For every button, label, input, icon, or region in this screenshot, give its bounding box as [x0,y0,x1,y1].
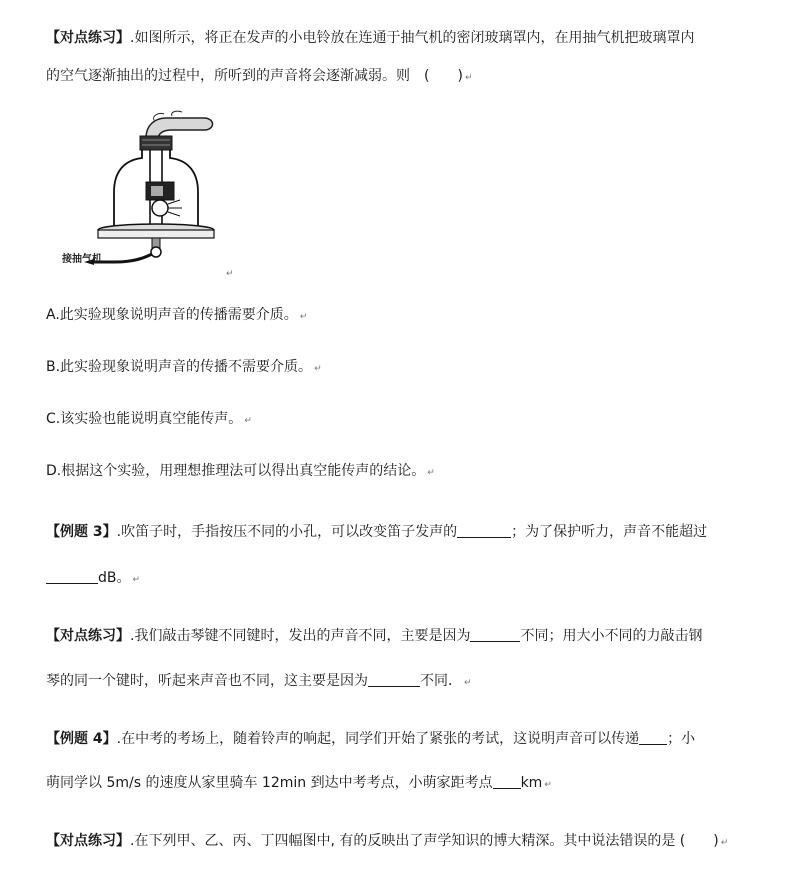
option-b [46,357,322,379]
q1-text-1: .如图所示，将正在发声的小电铃放在连通于抽气机的密闭玻璃罩内，在用抽气机把玻璃罩内 [130,30,695,46]
option-b-text: B.此实验现象说明声音的传播不需要介质。 [46,359,313,375]
paragraph-mark: ↵ [226,269,234,279]
option-c [46,409,252,431]
ex4-line-2 [46,773,552,795]
paragraph-mark: ↵ [544,780,552,790]
ex4-text-1a: .在中考的考场上，随着铃声的响起，同学们开始了紧张的考试，这说明声音可以传递 [116,731,640,747]
q3-text-1: .在下列甲、乙、丙、丁四幅图中, 有的反映出了声学知识的博大精深。其中说法错误的是 ( ) [130,833,719,849]
ex4-text-2a: 萌同学以 5m/s 的速度从家里骑车 12min 到达中考考点，小萌家距考点 [46,775,493,791]
option-d [46,461,435,483]
q1-line-1 [46,28,694,48]
paragraph-mark: ↵ [314,364,322,374]
option-c-text: C.该实验也能说明真空能传声。 [46,411,243,427]
q2-line-2 [46,671,472,693]
option-d-text: D.根据这个实验，用理想推理法可以得出真空能传声的结论。 [46,463,426,479]
ex3-tag: 【例题 3】 [46,524,117,540]
ex4-tag: 【例题 4】 [46,731,117,747]
ex3-text-1b: ；为了保护听力，声音不能超过 [511,524,708,540]
q1-text-2: 的空气逐渐抽出的过程中，所听到的声音将会逐渐减弱。则 ( ) [46,68,463,84]
answer-blank[interactable] [457,523,511,538]
ex4-text-2b: km [520,775,543,791]
answer-blank[interactable] [46,569,98,584]
answer-blank[interactable] [639,730,667,745]
q3-tag: 【对点练习】 [46,833,130,849]
ex3-text-2: dB。 [98,570,131,586]
q1-tag: 【对点练习】 [46,30,130,46]
q3-line-1 [46,831,728,853]
paragraph-mark: ↵ [299,312,308,322]
figure-label: 接抽气机 [62,254,102,265]
paragraph-mark: ↵ [427,468,435,478]
paragraph-mark: ↵ [244,416,252,426]
ex3-text-1a: .吹笛子时，手指按压不同的小孔，可以改变笛子发声的 [116,524,458,540]
q2-text-1b: 不同；用大小不同的力敲击钢 [520,628,703,644]
paragraph-mark: ↵ [132,575,141,585]
ex4-line-1 [46,729,695,749]
option-a [46,305,307,327]
q2-text-2a: 琴的同一个键时，听起来声音也不同，这主要是因为 [46,673,368,689]
q2-tag: 【对点练习】 [46,628,130,644]
q2-text-2b: 不同． [420,673,462,689]
paragraph-mark: ↵ [464,73,473,83]
ex3-line-1 [46,522,707,542]
paragraph-mark: ↵ [720,838,729,848]
answer-blank[interactable] [470,627,520,642]
q2-text-1a: .我们敲击琴键不同键时，发出的声音不同，主要是因为 [130,628,471,644]
paragraph-mark: ↵ [464,678,472,688]
option-a-text: A.此实验现象说明声音的传播需要介质。 [46,307,298,323]
ex4-text-1b: ；小 [667,731,696,747]
q1-line-2 [46,66,472,88]
q2-line-1 [46,626,702,646]
ex3-line-2 [46,568,140,590]
answer-blank[interactable] [368,672,420,687]
answer-blank[interactable] [493,774,521,789]
